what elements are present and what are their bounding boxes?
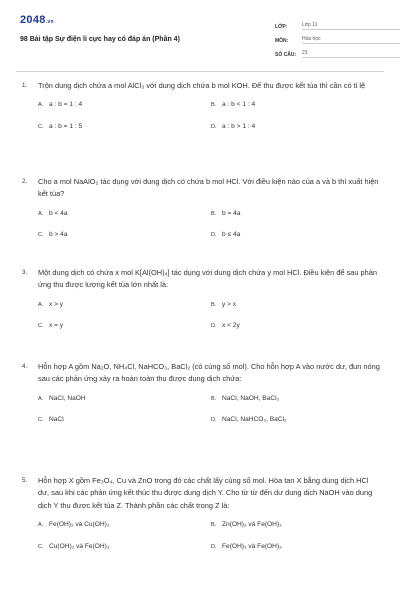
meta-key: SỐ CÂU:	[275, 52, 297, 58]
option-a[interactable]: A. x > y	[38, 300, 64, 308]
meta-key: LỚP:	[275, 24, 288, 30]
question-2	[22, 176, 380, 242]
meta-row-count	[275, 44, 400, 58]
meta-value: 23	[302, 50, 400, 58]
question-number: 1.	[22, 82, 28, 89]
option-c[interactable]: C. b > 4a	[38, 231, 68, 239]
option-b[interactable]: B. b = 4a	[211, 209, 241, 217]
logo-main: 2048	[20, 14, 46, 26]
meta-value: Hóa học	[302, 36, 400, 44]
question-text: Hỗn hợp X gồm Fe₃O₄, Cu và ZnO trong đó các chất lấy cùng số mol. Hòa tan X bằng dung dịch HCl dư, sau khi các phản ứng kết thúc thu được dung dịch Y. Cho từ từ đến dư dung dịch NaOH vào dung dịch Y thu được kết tủa Z. Thành phần các chất trong Z là:	[38, 476, 373, 510]
option-b[interactable]: B. a : b < 1 : 4	[211, 101, 256, 109]
option-d[interactable]: D. Fe(OH)₂ và Fe(OH)₃	[211, 542, 282, 550]
option-a[interactable]: A. NaCl, NaOH	[38, 394, 86, 402]
meta-value: Lớp 11	[302, 22, 400, 30]
question-number: 2.	[22, 178, 28, 185]
option-a[interactable]: A. a : b = 1 : 4	[38, 101, 83, 109]
question-text: Trộn dung dịch chứa a mol AlCl₃ với dung dịch chứa b mol KOH. Để thu được kết tủa thì cần có tỉ lệ	[38, 81, 366, 90]
worksheet-header	[20, 10, 384, 66]
option-c[interactable]: C. x = y	[38, 322, 64, 330]
header-divider	[16, 71, 384, 72]
question-4	[22, 361, 380, 427]
question-3	[22, 267, 380, 333]
option-grid	[22, 393, 380, 427]
question-number: 3.	[22, 269, 28, 276]
option-d[interactable]: D. a : b > 1 : 4	[211, 122, 256, 130]
meta-key: MÔN:	[275, 38, 289, 44]
option-grid	[22, 208, 380, 242]
meta-row-subject	[275, 30, 400, 44]
question-5	[22, 475, 380, 553]
option-c[interactable]: C. Cu(OH)₂ và Fe(OH)₃	[38, 542, 110, 550]
meta-info	[275, 16, 400, 58]
question-text: Một dung dịch có chứa x mol K[Al(OH)₄] tác dụng với dung dịch chứa y mol HCl. Điều kiện để sau phản ứng thu được lượng kết tủa lớn nhất là:	[38, 268, 378, 290]
question-1	[22, 80, 380, 133]
option-c[interactable]: C. a : b = 1 : 5	[38, 122, 83, 130]
site-logo[interactable]	[20, 14, 54, 26]
meta-row-class	[275, 16, 400, 30]
option-d[interactable]: D. b ≤ 4a	[211, 231, 241, 239]
option-b[interactable]: B. y > x	[211, 300, 237, 308]
document-title: 98 Bài tập Sự điện li cực hay có đáp án (Phần 4)	[20, 36, 180, 43]
option-b[interactable]: B. NaCl, NaOH, BaCl₂	[211, 394, 280, 402]
option-grid	[22, 299, 380, 333]
option-c[interactable]: C. NaCl	[38, 416, 64, 424]
question-number: 5.	[22, 477, 28, 484]
question-text: Cho a mol NaAlO₂ tác dụng với dung dịch có chứa b mol HCl. Với điều kiện nào của a và b thì xuất hiện kết tủa?	[38, 177, 379, 199]
option-grid	[22, 99, 380, 133]
option-a[interactable]: A. b < 4a	[38, 209, 68, 217]
question-text: Hỗn hợp A gồm Na₂O, NH₄Cl, NaHCO₃, BaCl₂ (có cùng số mol). Cho hỗn hợp A vào nước dư, đun nóng sau các phản ứng xảy ra hoàn toàn thu được dung dịch chứa:	[38, 362, 380, 384]
logo-suffix: .vn	[45, 19, 54, 25]
option-b[interactable]: B. Zn(OH)₂ và Fe(OH)₂	[211, 521, 282, 529]
option-grid	[22, 519, 380, 553]
option-a[interactable]: A. Fe(OH)₂ và Cu(OH)₂	[38, 521, 110, 529]
option-d[interactable]: D. NaCl, NaHCO₃, BaCl₂	[211, 416, 287, 424]
question-number: 4.	[22, 363, 28, 370]
option-d[interactable]: D. x < 2y	[211, 322, 240, 330]
